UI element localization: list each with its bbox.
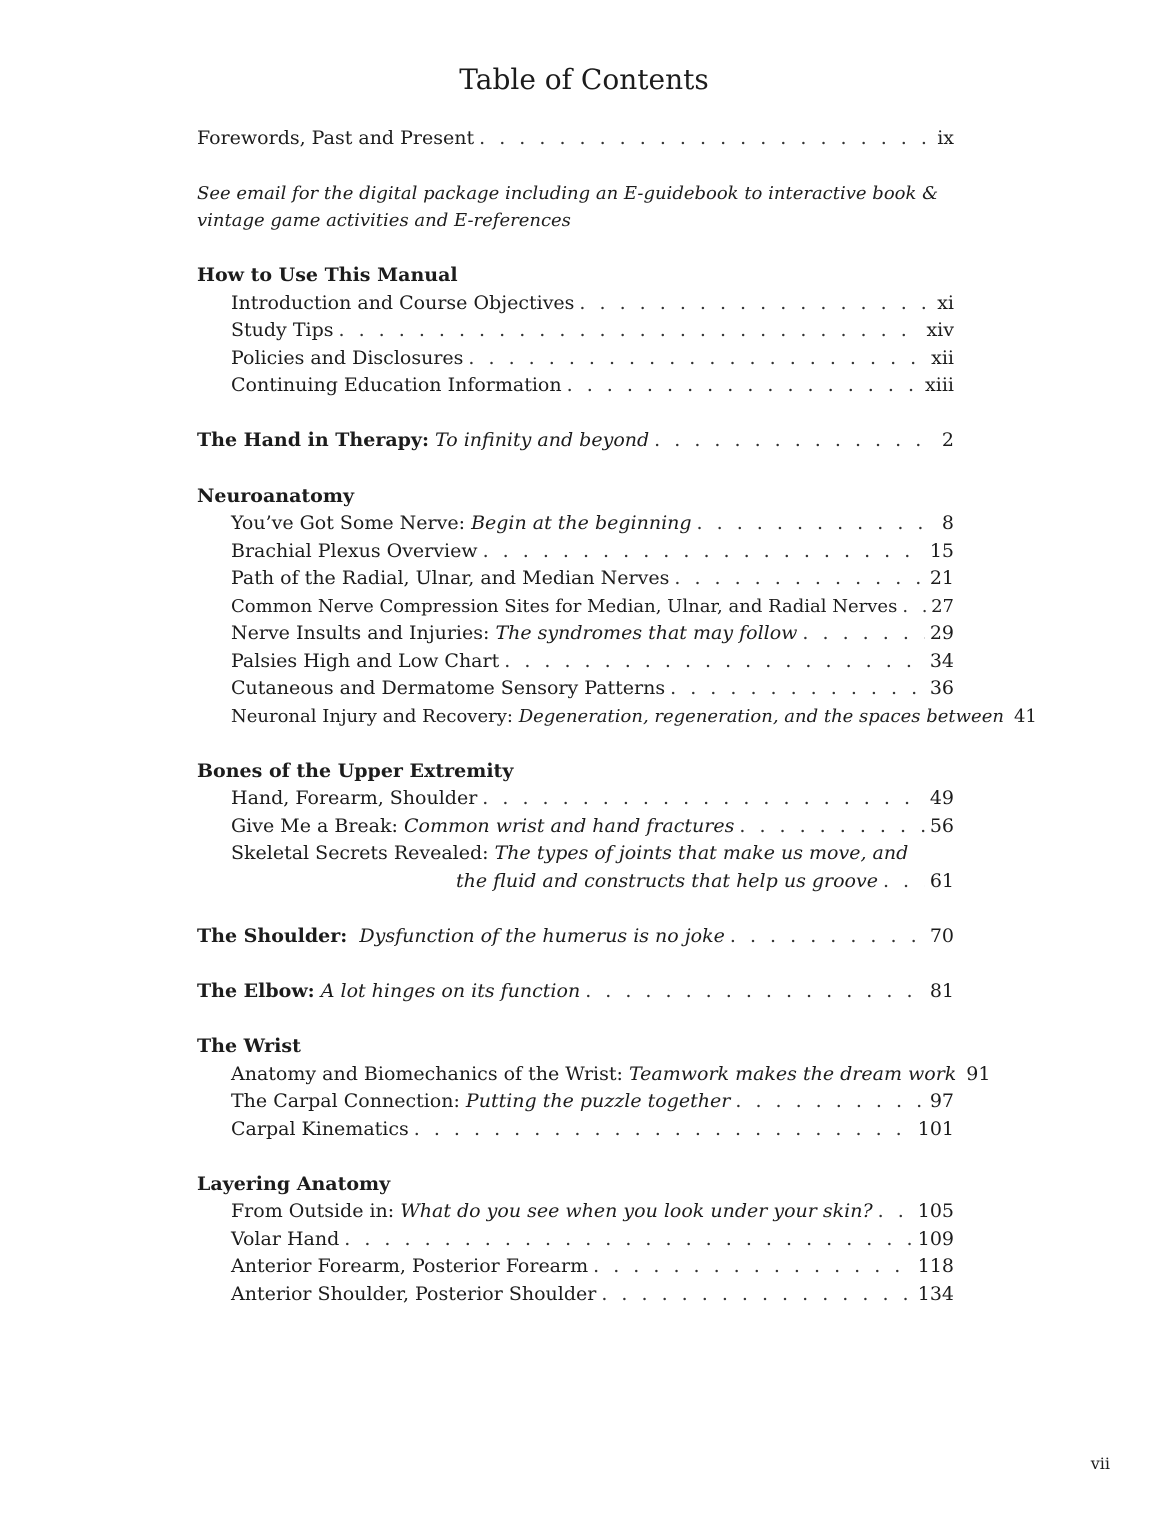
toc-entry-shoulder[interactable] [197, 923, 954, 950]
entry-page: 27 [931, 596, 954, 617]
entry-subtitle: To infinity and beyond [435, 429, 650, 451]
entry-subtitle: Degeneration, regeneration, and the spaces between [518, 706, 1004, 727]
toc-entry[interactable] [231, 1226, 954, 1253]
page-title: Table of Contents [459, 63, 709, 96]
dot-leader [344, 1226, 912, 1253]
entry-label: Path of the Radial, Ulnar, and Median Nerves [231, 567, 670, 589]
entry-page: 2 [941, 429, 954, 451]
dot-leader [567, 372, 920, 399]
toc-entry[interactable] [231, 675, 954, 702]
entry-page: 118 [917, 1255, 954, 1277]
section-heading-wrist: The Wrist [197, 1035, 301, 1057]
entry-label: Hand, Forearm, Shoulder [231, 787, 478, 809]
toc-entry[interactable] [231, 1116, 954, 1143]
dot-leader [739, 813, 924, 840]
entry-page: 97 [929, 1090, 954, 1112]
dot-leader [483, 538, 925, 565]
toc-entry[interactable] [231, 565, 954, 592]
dot-leader [670, 675, 925, 702]
section-heading-how-to-use: How to Use This Manual [197, 264, 458, 286]
entry-label-text: Neuronal Injury and Recovery: [231, 706, 513, 727]
toc-entry-forewords[interactable] [197, 125, 954, 152]
entry-label: Policies and Disclosures [231, 347, 464, 369]
toc-entry-elbow[interactable] [197, 978, 954, 1005]
toc-entry-skeletal-line1[interactable] [231, 840, 954, 867]
entry-page: 134 [917, 1283, 954, 1305]
toc-entry-skeletal-line2[interactable] [456, 868, 954, 895]
entry-bold-title: The Elbow: [197, 980, 315, 1002]
entry-page: 41 [1013, 706, 1037, 727]
entry-page: 81 [929, 980, 954, 1002]
entry-label [231, 813, 734, 840]
entry-label: Forewords, Past and Present [197, 127, 475, 149]
dot-leader [654, 427, 937, 454]
entry-label [231, 703, 1004, 730]
dot-leader [735, 1088, 924, 1115]
dot-leader [585, 978, 925, 1005]
entry-page: xiii [925, 374, 954, 396]
toc-entry[interactable] [231, 510, 954, 537]
entry-bold-title: The Shoulder: [197, 925, 348, 947]
entry-label-text: Give Me a Break: [231, 815, 398, 837]
page-number: vii [1090, 1454, 1110, 1473]
dot-leader [697, 510, 937, 537]
dot-leader [878, 1198, 913, 1225]
dot-leader [414, 1116, 913, 1143]
entry-page: 15 [929, 540, 954, 562]
entry-subtitle: The types of joints that make us move, and [494, 842, 909, 864]
dot-leader [902, 593, 926, 620]
entry-page: 91 [966, 1063, 991, 1085]
section-heading-layering: Layering Anatomy [197, 1173, 391, 1195]
entry-label: Brachial Plexus Overview [231, 540, 478, 562]
entry-subtitle-continued: the fluid and constructs that help us groove [456, 870, 878, 892]
entry-page: 21 [929, 567, 954, 589]
entry-subtitle: A lot hinges on its function [320, 980, 581, 1002]
toc-entry[interactable] [231, 290, 954, 317]
entry-label: Anterior Shoulder, Posterior Shoulder [231, 1283, 597, 1305]
entry-page: 8 [941, 512, 954, 534]
entry-page: 34 [929, 650, 954, 672]
dot-leader [468, 345, 926, 372]
entry-label-text: Anatomy and Biomechanics of the Wrist: [231, 1063, 623, 1085]
entry-label [197, 978, 580, 1005]
entry-label [197, 427, 649, 454]
entry-page: 29 [929, 622, 954, 644]
toc-entry[interactable] [231, 1061, 991, 1088]
entry-bold-title: The Hand in Therapy: [197, 429, 429, 451]
entry-page: 101 [917, 1118, 954, 1140]
entry-label: Anterior Forearm, Posterior Forearm [231, 1255, 589, 1277]
toc-entry[interactable] [231, 538, 954, 565]
entry-label: Carpal Kinematics [231, 1118, 409, 1140]
toc-entry[interactable] [231, 1253, 954, 1280]
entry-label [197, 923, 725, 950]
entry-page: xiv [926, 319, 954, 341]
dot-leader [482, 785, 925, 812]
entry-label-text: Skeletal Secrets Revealed: [231, 842, 489, 864]
entry-subtitle: Teamwork makes the dream work [628, 1063, 957, 1085]
dot-leader [479, 125, 932, 152]
entry-label-text: The Carpal Connection: [231, 1090, 460, 1112]
dot-leader [601, 1281, 912, 1308]
toc-entry[interactable] [231, 785, 954, 812]
dot-leader [339, 317, 922, 344]
toc-entry[interactable] [231, 1281, 954, 1308]
dot-leader [883, 868, 925, 895]
dot-leader [802, 620, 924, 647]
dot-leader [579, 290, 932, 317]
digital-package-note: See email for the digital package including an E-guidebook to interactive book & vintage game activities and E-references [197, 183, 939, 231]
entry-label [231, 510, 692, 537]
dot-leader [730, 923, 925, 950]
dot-leader [674, 565, 924, 592]
entry-label-text: From Outside in: [231, 1200, 395, 1222]
entry-label: Introduction and Course Objectives [231, 292, 575, 314]
entry-label [231, 840, 908, 867]
entry-subtitle: Begin at the beginning [471, 512, 692, 534]
entry-subtitle: The syndromes that may follow [495, 622, 798, 644]
entry-page: 36 [929, 677, 954, 699]
toc-entry-hand-in-therapy[interactable] [197, 427, 954, 454]
entry-page: xi [937, 292, 954, 314]
section-heading-neuroanatomy: Neuroanatomy [197, 485, 354, 507]
entry-label: Common Nerve Compression Sites for Median, Ulnar, and Radial Nerves [231, 596, 898, 617]
dot-leader [593, 1253, 913, 1280]
toc-entry[interactable] [231, 317, 954, 344]
entry-page: 56 [929, 815, 954, 837]
section-heading-bones: Bones of the Upper Extremity [197, 760, 514, 782]
entry-label [231, 1088, 730, 1115]
toc-entry[interactable] [231, 813, 954, 840]
dot-leader [504, 648, 925, 675]
entry-subtitle: Dysfunction of the humerus is no joke [359, 925, 725, 947]
entry-page: 105 [917, 1200, 954, 1222]
entry-label: Cutaneous and Dermatome Sensory Patterns [231, 677, 666, 699]
toc-entry[interactable] [231, 593, 954, 620]
entry-label-text: You’ve Got Some Nerve: [231, 512, 466, 534]
entry-label-text: Nerve Insults and Injuries: [231, 622, 490, 644]
entry-page: 61 [929, 870, 954, 892]
toc-entry[interactable] [231, 1088, 954, 1115]
toc-entry[interactable] [231, 703, 1037, 730]
entry-label: Palsies High and Low Chart [231, 650, 500, 672]
entry-page: xii [931, 347, 954, 369]
entry-page: 70 [929, 925, 954, 947]
entry-label [231, 1061, 956, 1088]
entry-label [231, 620, 797, 647]
entry-label: Volar Hand [231, 1228, 340, 1250]
toc-entry[interactable] [231, 648, 954, 675]
entry-page: 109 [917, 1228, 954, 1250]
entry-subtitle: Putting the puzzle together [465, 1090, 731, 1112]
toc-entry[interactable] [231, 620, 954, 647]
toc-entry[interactable] [231, 372, 954, 399]
toc-entry[interactable] [231, 345, 954, 372]
toc-entry[interactable] [231, 1198, 954, 1225]
entry-label: Continuing Education Information [231, 374, 562, 396]
entry-subtitle: What do you see when you look under your skin? [400, 1200, 873, 1222]
entry-page: ix [937, 127, 954, 149]
entry-subtitle: Common wrist and hand fractures [403, 815, 735, 837]
entry-page: 49 [929, 787, 954, 809]
entry-label: Study Tips [231, 319, 334, 341]
entry-label [231, 1198, 873, 1225]
